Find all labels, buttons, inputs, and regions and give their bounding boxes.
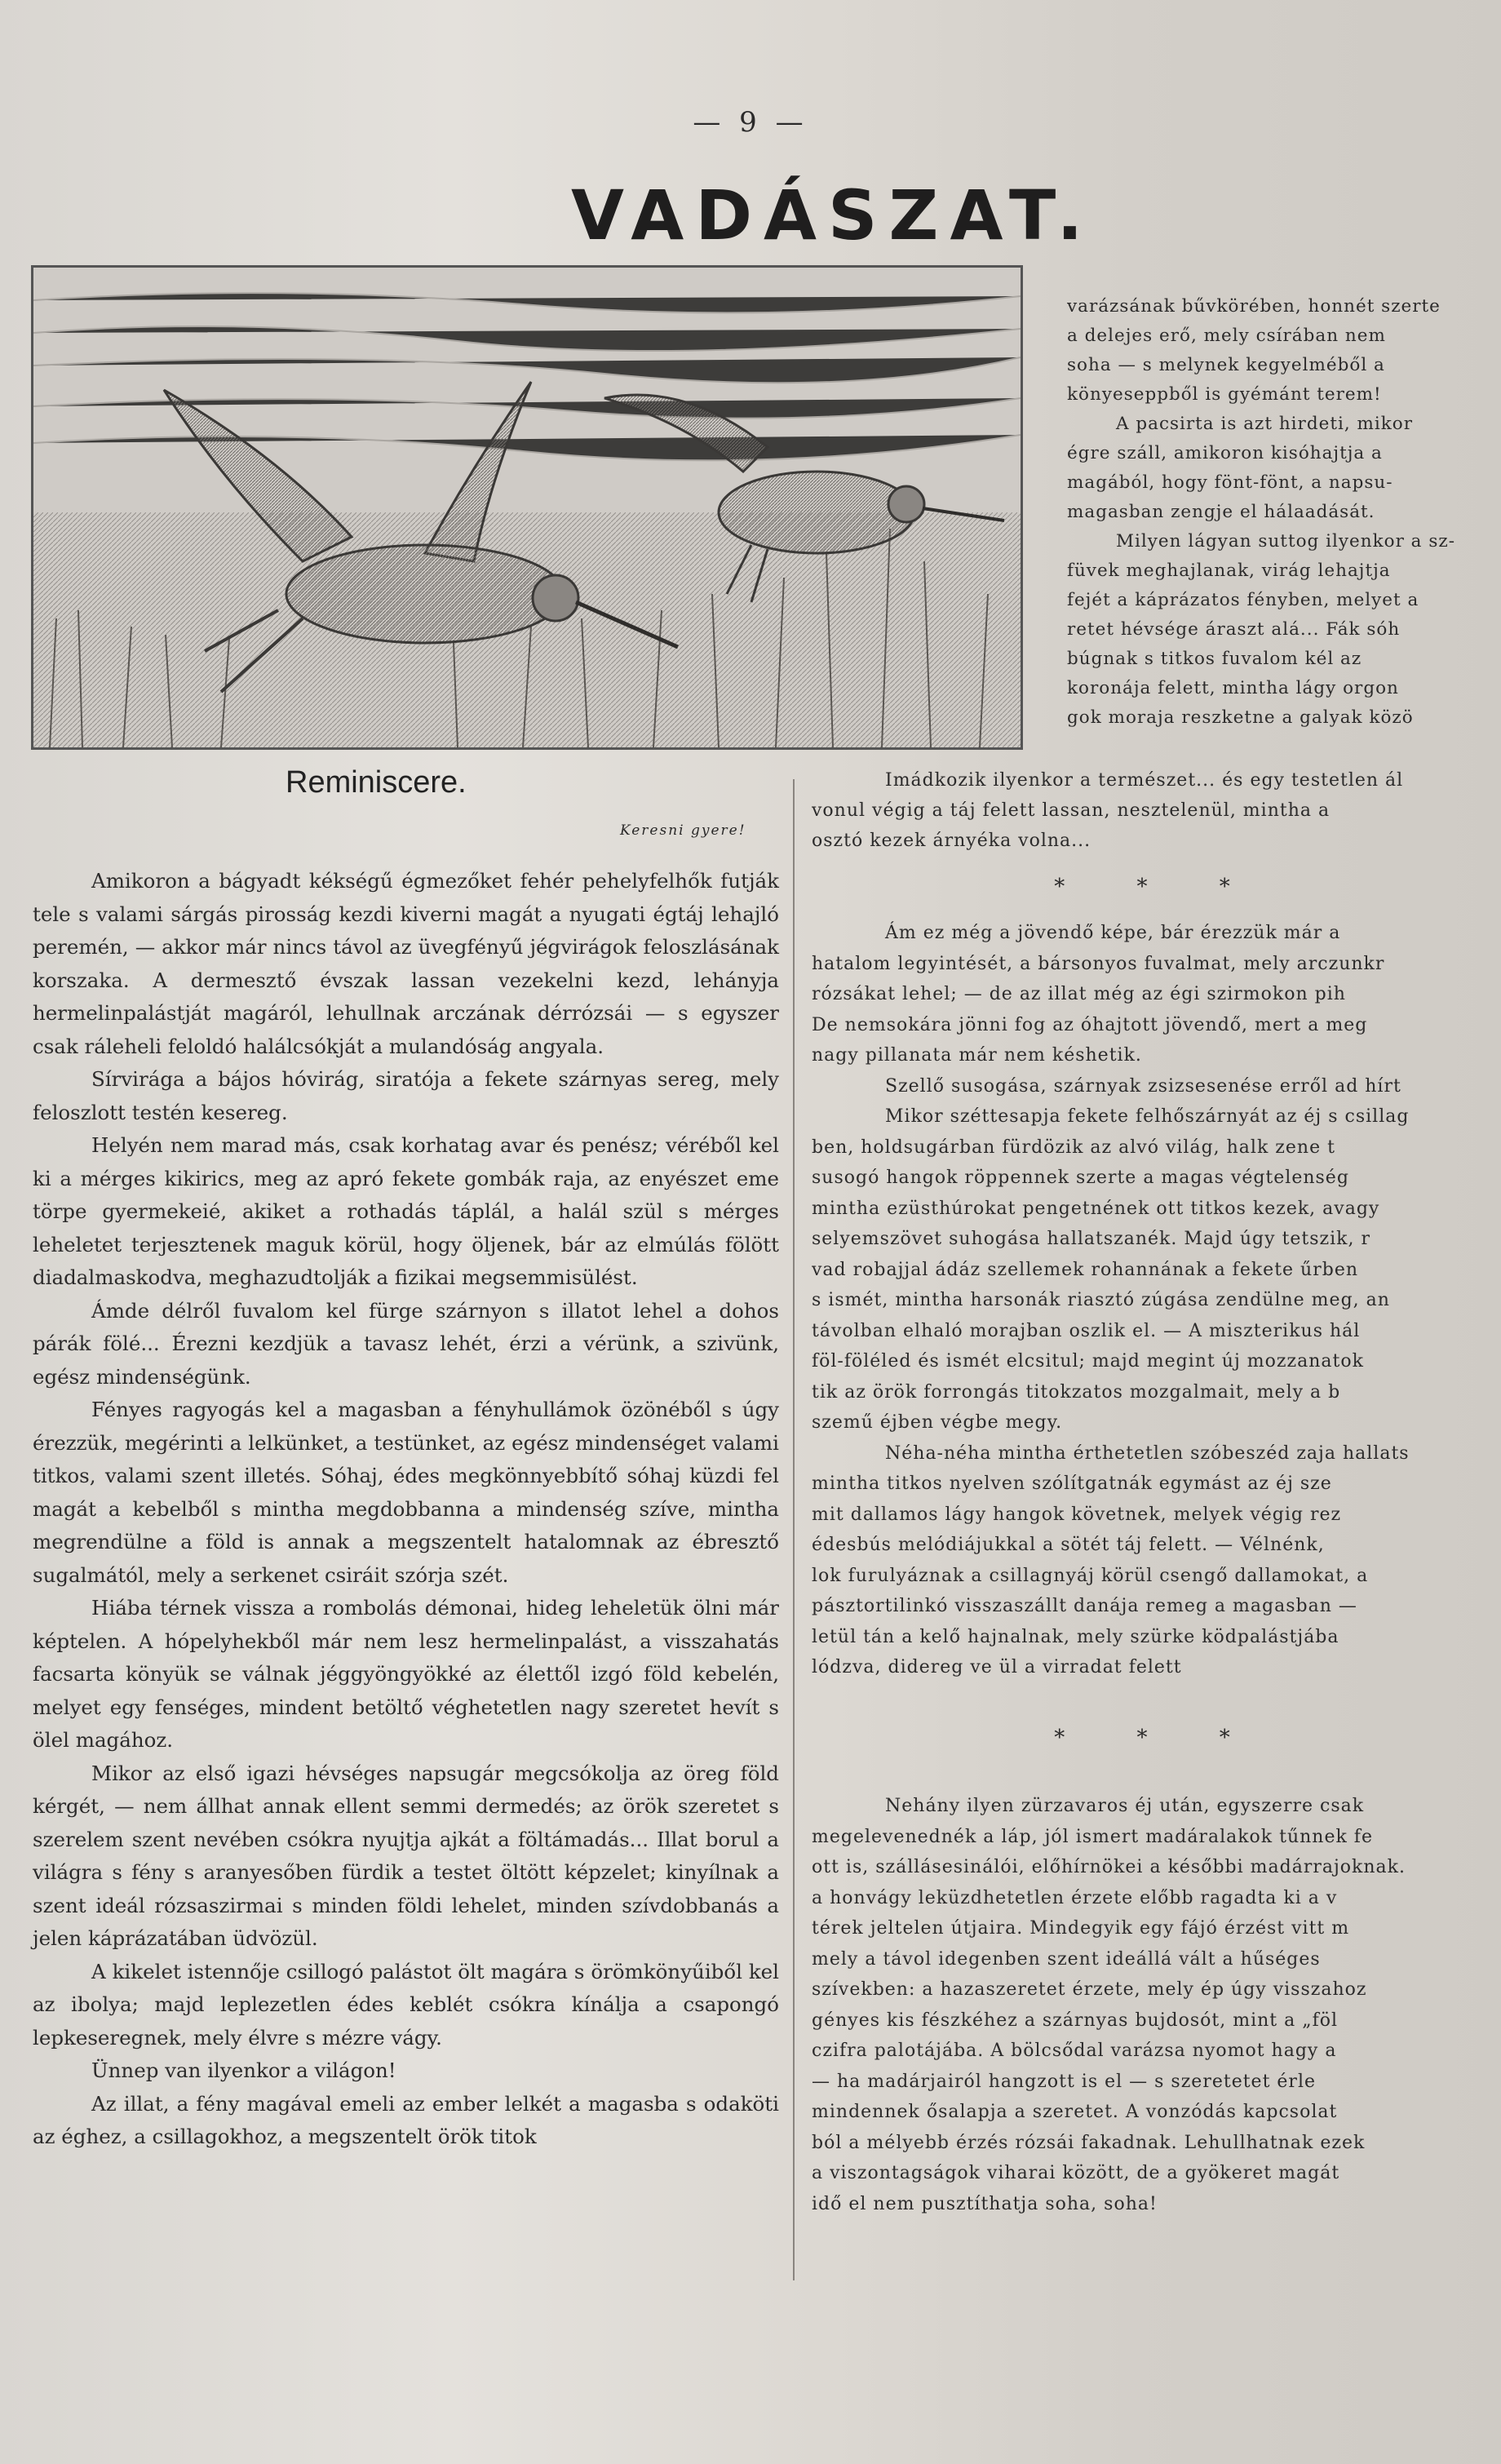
- text-line: retet hévsége áraszt alá... Fák sóh: [1067, 619, 1401, 640]
- text-line: Szellő susogása, szárnyak zsizsesenése erről ad hírt: [885, 1075, 1401, 1097]
- text-line: tik az örök forrongás titokzatos mozgalmait, mely a b: [812, 1381, 1341, 1403]
- paragraph: Fényes ragyogás kel a magasban a fényhullámok özönéből s úgy érezzük, megérinti a lelkünket, a testünket, az egész mindenséget valami titkos, valami szent illetés. Sóhaj, édes megkönnyebbítő sóhaj küzdi fel magát a kebelből s mintha megdobbanna a mindenség szíve, mintha megrendülne a föld is annak a megszentelt hatalomnak az ébresztő sugalmától, mely a serkenet csiráit szórja szét.: [33, 1398, 779, 1587]
- text-line: mit dallamos lágy hangok követnek, melyek végig rez: [812, 1504, 1342, 1525]
- text-line: szemű éjben végbe megy.: [812, 1412, 1063, 1433]
- text-line: czifra palotájába. A bölcsődal varázsa nyomot hagy a: [812, 2041, 1337, 2061]
- text-line: vad robajjal ádáz szellemek rohannának a fekete űrben: [812, 1259, 1359, 1280]
- text-line: rózsákat lehel; — de az illat még az égi szirmokon pih: [812, 984, 1346, 1004]
- left-column-text: [33, 865, 779, 2154]
- section-title: VADÁSZAT.: [571, 175, 1095, 255]
- snipe-engraving-illustration: [31, 265, 1023, 750]
- text-line: selyemszövet suhogása hallatszanék. Majd úgy tetszik, r: [812, 1229, 1371, 1249]
- text-line: magából, hogy fönt-fönt, a napsu-: [1067, 472, 1393, 493]
- text-line: osztó kezek árnyéka volna...: [812, 831, 1091, 851]
- text-line: nagy pillanata már nem késhetik.: [812, 1045, 1142, 1066]
- text-line: letül tán a kelő hajnalnak, mely szürke ködpalástjába: [812, 1626, 1339, 1647]
- text-line: mindennek ősalapja a szeretet. A vonzódás kapcsolat: [812, 2102, 1338, 2122]
- text-line: Mikor széttesapja fekete felhőszárnyát az éj s csillag: [885, 1106, 1410, 1127]
- text-line: szívekben: a hazaszeretet érzete, mely ép úgy visszahoz: [812, 1979, 1367, 2000]
- text-line: a viszontagságok viharai között, de a gyökeret magát: [812, 2163, 1340, 2183]
- text-line: ott is, szállásesinálói, előhírnökei a későbbi madárrajoknak.: [812, 1857, 1406, 1877]
- text-line: vonul végig a táj felett lassan, nesztelenül, mintha a: [812, 800, 1331, 821]
- text-line: fejét a káprázatos fényben, melyet a: [1067, 590, 1419, 610]
- text-line: a delejes erő, mely csírában nem: [1067, 326, 1386, 346]
- text-line: hatalom legyintését, a bársonyos fuvalmat, mely arczunkr: [812, 953, 1385, 974]
- paragraph: Ámde délről fuvalom kel fürge szárnyon s illatot lehel a dohos párák fölé... Érezni kezdjük a tavasz lehét, érzi a vérünk, a szivünk, egész mindenségünk.: [33, 1298, 779, 1389]
- column-divider: [793, 779, 795, 2280]
- paragraph: Amikoron a bágyadt kékségű égmezőket fehér pehelyfelhők futják tele s valami sárgás pirosság kezdi kiverni magát a nyugati égtáj lehajló peremén, — akkor már nincs távol az üvegfényű jégvirágok feloszlásának korszaka. A dermesztő évszak lassan vezekelni kezd, lehányja hermelinpalástját magáról, lehullnak arczának dérrózsái — s egyszer csak ráleheli feloldó halálcsókját a mulandóság angyala.: [33, 869, 779, 1058]
- text-line: a honvágy leküzdhetetlen érzete előbb ragadta ki a v: [812, 1887, 1338, 1908]
- section-separator-stars: * * *: [1054, 1726, 1263, 1750]
- text-line: lok furulyáznak a csillagnyáj körül csengő dallamokat, a: [812, 1565, 1369, 1586]
- text-line: gényes kis fészkéhez a szárnyas bujdosót, mint a „föl: [812, 2010, 1339, 2031]
- page-number: — 9 —: [693, 106, 808, 139]
- text-line: koronája felett, mintha lágy orgon: [1067, 678, 1399, 698]
- text-line: Imádkozik ilyenkor a természet... és egy testetlen ál: [885, 770, 1404, 791]
- right-column-top-text: [1067, 292, 1501, 733]
- text-line: Nehány ilyen zürzavaros éj után, egyszerre csak: [885, 1796, 1365, 1816]
- article-motto: Keresni gyere!: [620, 822, 746, 839]
- text-line: Milyen lágyan suttog ilyenkor a sz-: [1116, 531, 1455, 552]
- right-column-section-3: [812, 1791, 1501, 2219]
- article-title: Reminiscere.: [286, 765, 467, 800]
- text-line: füvek meghajlanak, virág lehajtja: [1067, 561, 1391, 581]
- paragraph: A kikelet istennője csillogó palástot ölt magára s örömkönyűiből kel az ibolya; majd leplezetlen édes keblét csókra kínálja a csapongó lepkeseregnek, mely élvre s mézre vágy.: [33, 1959, 779, 2050]
- right-column-section-2: [812, 918, 1501, 1683]
- text-line: búgnak s titkos fuvalom kél az: [1067, 649, 1362, 669]
- text-line: mely a távol idegenben szent ideállá vált a hűséges: [812, 1948, 1321, 1970]
- text-line: Néha-néha mintha érthetetlen szóbeszéd zaja hallats: [885, 1443, 1410, 1464]
- section-separator-stars: * * *: [1054, 875, 1263, 899]
- text-line: mintha ezüsthúrokat pengetnének ott titkos kezek, avagy: [812, 1198, 1380, 1219]
- paragraph: Helyén nem marad más, csak korhatag avar és penész; véréből kel ki a mérges kikirics, meg az apró fekete gombák raja, az enyészet eme törpe gyermekeié, akiket a rothadás táplál, a halál szül s mérges leheletet terjesztenek maguk körül, hogy öljenek, bár az elmúlás fölött diadalmaskodva, meghazudtolják a fizikai megsemmisülést.: [33, 1133, 779, 1289]
- text-line: térek jeltelen útjaira. Mindegyik egy fájó érzést vitt m: [812, 1918, 1350, 1939]
- text-line: lódzva, didereg ve ül a virradat felett: [812, 1657, 1182, 1677]
- text-line: édesbús melódiájukkal a sötét táj felett. — Vélnénk,: [812, 1535, 1325, 1555]
- paragraph: Az illat, a fény magával emeli az ember lelkét a magasba s odaköti az éghez, a csillagokhoz, a megszentelt örök titok: [33, 2091, 779, 2148]
- text-line: égre száll, amikoron kisóhajtja a: [1067, 443, 1383, 463]
- text-line: könyeseppből is gyémánt terem!: [1067, 384, 1382, 405]
- text-line: soha — s melynek kegyelméből a: [1067, 355, 1385, 375]
- paragraph: Ünnep van ilyenkor a világon!: [91, 2059, 396, 2082]
- text-line: gok morajа reszketne a galyak közö: [1067, 707, 1414, 728]
- text-line: távolban elhaló morajban oszlik el. — A miszterikus hál: [812, 1320, 1361, 1341]
- text-line: mintha titkos nyelven szólítgatnák egymást az éj sze: [812, 1474, 1332, 1494]
- text-line: ben, holdsugárban fürdözik az alvó világ, halk zene t: [812, 1137, 1335, 1158]
- text-line: idő el nem pusztíthatja soha, soha!: [812, 2193, 1158, 2214]
- text-line: ból a mélyebb érzés rózsái fakadnak. Lehullhatnak ezek: [812, 2132, 1366, 2153]
- paragraph: Mikor az első igazi hévséges napsugár megcsókolja az öreg föld kérgét, — nem állhat annak ellent semmi dermedés; az örök szeretet s szerelem szent nevében csókra nyujtja ajkát a föltámadás... Illat borul a világra s fény s aranyesőben fürdik a testet öltött képzelet; kinyílnak a szent ideál rózsaszirmai s minden földi lehelet, minden szívdobbanás a jelen káprázatában üdvözül.: [33, 1761, 779, 1950]
- text-line: Ám ez még a jövendő képe, bár érezzük már a: [885, 923, 1341, 943]
- text-line: s ismét, mintha harsonák riasztó zúgása zendülne meg, an: [812, 1290, 1390, 1310]
- text-line: — ha madárjairól hangzott is el — s szeretetet érle: [812, 2071, 1317, 2092]
- text-line: magasban zengje el hálaadását.: [1067, 502, 1375, 522]
- text-line: susogó hangok röppennek szerte a magas végtelenség: [812, 1168, 1349, 1188]
- text-line: pásztortilinkó visszaszállt danája remeg a magasban —: [812, 1596, 1357, 1616]
- right-column-continuation: [812, 765, 1501, 856]
- text-line: megelevenednék a láp, jól ismert madáralakok tűnnek fe: [812, 1826, 1373, 1847]
- text-line: De nemsokára jönni fog az óhajtott jövendő, mert a meg: [812, 1014, 1368, 1035]
- text-line: varázsának bűvkörében, honnét szerte: [1067, 296, 1441, 317]
- paragraph: Hiába térnek vissza a rombolás démonai, hideg leheletük ölni már képtelen. A hópelyhekből már nem lesz hermelinpalást, a visszahatás facsarta könyük se válnak jéggyöngyökké az élettől izgó föld kebelén, melyet egy fenséges, mindent betöltő véghetetlen nagy szeretet hevít s ölel magához.: [33, 1596, 779, 1752]
- text-line: föl-föléled és ismét elcsitul; majd megint új mozzanatok: [812, 1351, 1364, 1372]
- paragraph: Sírvirága a bájos hóvirág, siratója a fekete szárnyas sereg, mely feloszlott testén kesereg.: [33, 1067, 779, 1124]
- text-line: A pacsirta is azt hirdeti, mikor: [1116, 414, 1414, 434]
